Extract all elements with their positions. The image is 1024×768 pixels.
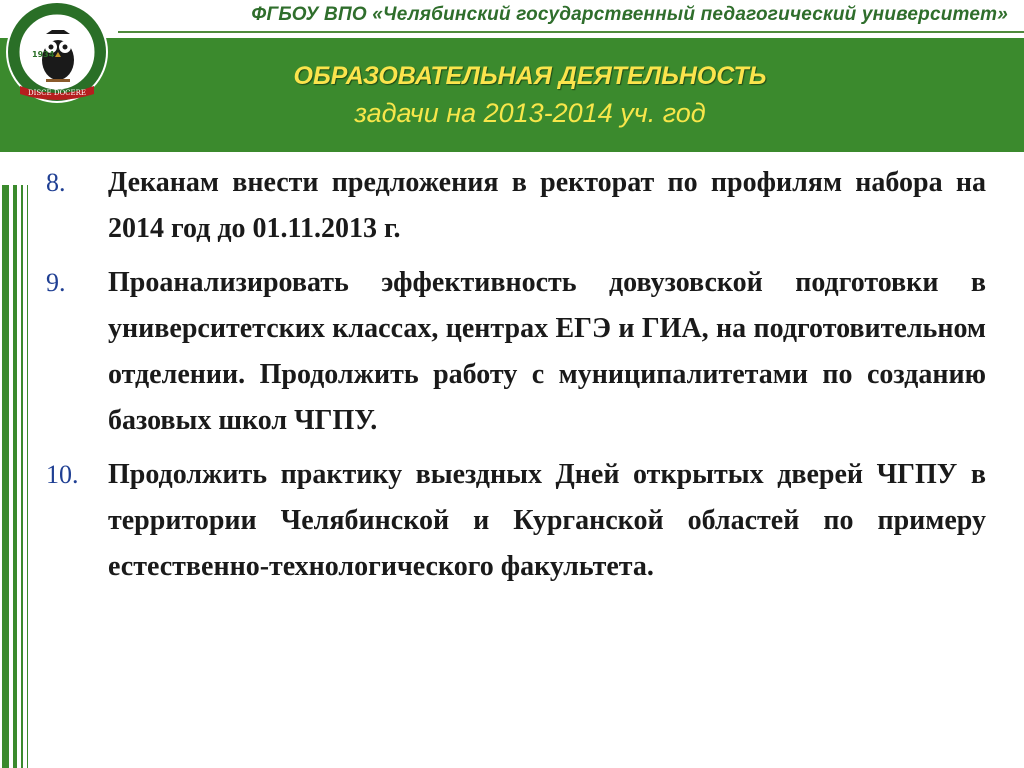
decor-stripe <box>13 185 17 768</box>
top-header <box>0 0 1024 34</box>
list-item <box>46 452 986 590</box>
header-divider <box>118 31 1024 33</box>
university-logo <box>2 0 112 104</box>
section-title: ОБРАЗОВАТЕЛЬНАЯ ДЕЯТЕЛЬНОСТЬ <box>293 62 767 90</box>
decor-stripe <box>21 185 23 768</box>
item-number: 10. <box>46 460 79 489</box>
title-band <box>0 38 1024 152</box>
list-item <box>46 260 986 444</box>
item-number: 8. <box>46 168 66 197</box>
task-list <box>46 160 986 598</box>
logo-year: 1934 <box>32 50 55 59</box>
section-subtitle: задачи на 2013-2014 уч. год <box>354 98 706 128</box>
list-item <box>46 160 986 252</box>
logo-motto: DISCE DOCERE <box>27 89 87 97</box>
item-number: 9. <box>46 268 66 297</box>
decor-stripe <box>2 185 9 768</box>
item-text: Проанализировать эффективность довузовской подготовки в университетских классах, центрах ЕГЭ и ГИА, на подготовительном отделении. Продолжить работу с муниципалитетами по созданию базовых школ ЧГПУ. <box>108 267 986 436</box>
item-text: Деканам внести предложения в ректорат по профилям набора на 2014 год до 01.11.2013 г. <box>108 167 986 244</box>
item-text: Продолжить практику выездных Дней открытых дверей ЧГПУ в территории Челябинской и Курганской областей по примеру естественно-технологического факультета. <box>108 459 986 582</box>
decor-stripe <box>27 185 28 768</box>
university-name: ФГБОУ ВПО «Челябинский государственный педагогический университет» <box>251 4 1008 25</box>
